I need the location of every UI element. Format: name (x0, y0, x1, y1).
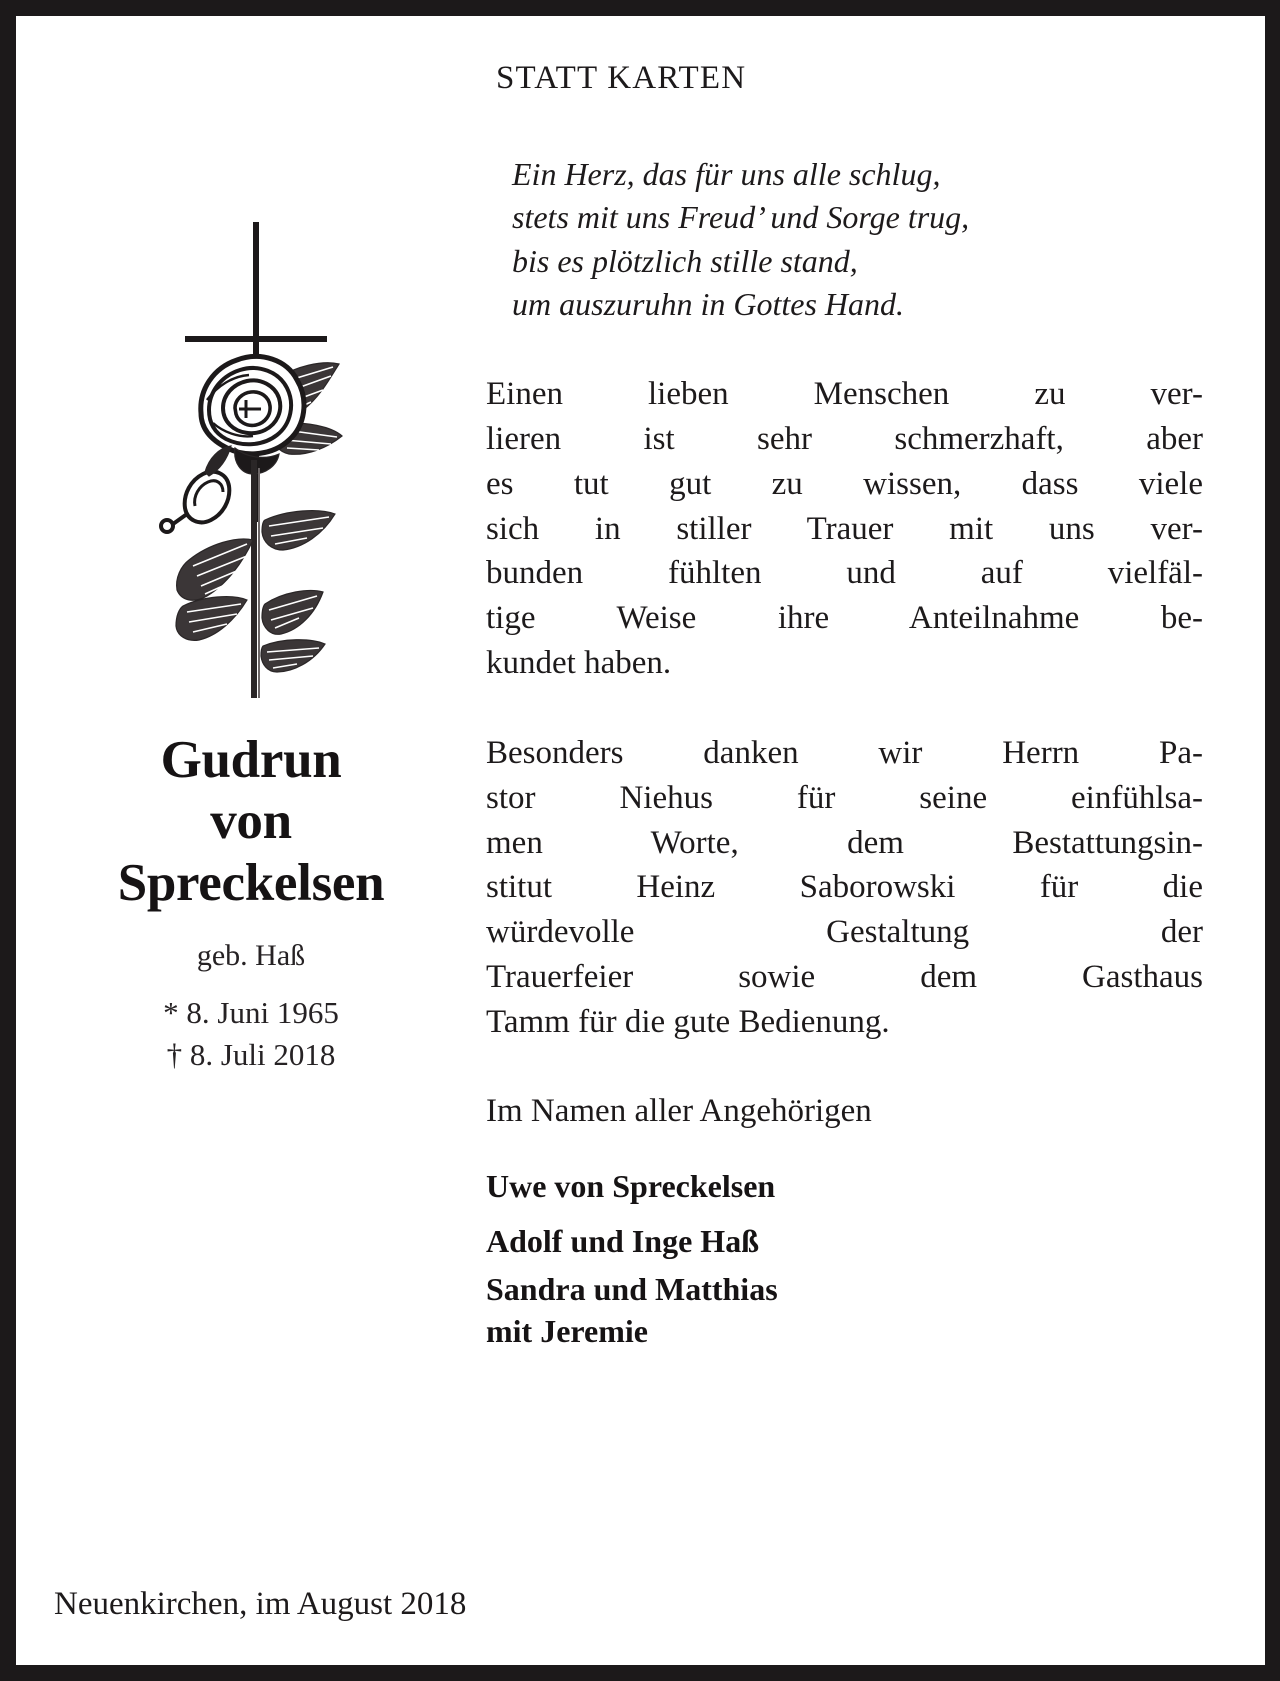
paragraph-line: Besonders danken wir Herrn Pa- (486, 735, 1203, 772)
paragraph-line: sich in stiller Trauer mit uns ver- (486, 510, 1203, 547)
memorial-verse (512, 153, 1203, 326)
signatory: mit Jeremie (486, 1312, 648, 1349)
deceased-nobiliary-particle: von (210, 792, 292, 851)
deceased-full-name (118, 730, 385, 914)
message-column (486, 16, 1265, 1352)
obituary-notice-card (16, 16, 1265, 1665)
paragraph-line: stor Niehus für seine einfühlsa- (486, 780, 1203, 817)
signatory-list (486, 1159, 1203, 1352)
place-and-date: Neuenkirchen, im August 2018 (54, 1586, 467, 1622)
signatory: Sandra und Matthias (486, 1271, 778, 1308)
notice-heading: STATT KARTEN (496, 60, 747, 96)
paragraph-line: würdevolle Gestaltung der (486, 914, 1203, 951)
signatory: Uwe von Spreckelsen (486, 1168, 776, 1205)
thanks-paragraph-two (486, 731, 1203, 1044)
life-dates (163, 992, 339, 1075)
thanks-paragraph-one (486, 372, 1203, 685)
paragraph-line: Einen lieben Menschen zu ver- (486, 376, 1203, 413)
paragraph-line: tige Weise ihre Anteilnahme be- (486, 599, 1203, 636)
notice-body (16, 16, 1265, 1586)
paragraph-line: kundet haben. (486, 644, 672, 681)
deceased-maiden-name: geb. Haß (196, 939, 306, 973)
paragraph-line: lieren ist sehr schmerzhaft, aber (486, 421, 1203, 458)
birth-date: * 8. Juni 1965 (163, 995, 339, 1031)
paragraph-line: Tamm für die gute Bedienung. (486, 1003, 890, 1040)
cross-with-rose-icon (143, 208, 373, 708)
paragraph-line: bunden fühlten und auf vielfäl- (486, 555, 1203, 592)
death-date: † 8. Juli 2018 (166, 1036, 336, 1072)
paragraph-line: stitut Heinz Saborowski für die (486, 869, 1203, 906)
deceased-column (16, 16, 486, 1075)
signatory: Adolf und Inge Haß (486, 1223, 759, 1260)
paragraph-line: Trauerfeier sowie dem Gasthaus (486, 958, 1203, 995)
paragraph-line: men Worte, dem Bestattungsin- (486, 824, 1203, 861)
verse-line: stets mit uns Freud’ und Sorge trug, (512, 199, 970, 236)
verse-line: Ein Herz, das für uns alle schlug, (512, 156, 941, 192)
closing-line: Im Namen aller Angehörigen (486, 1093, 872, 1130)
deceased-family-name: Spreckelsen (117, 853, 385, 912)
verse-line: um auszuruhn in Gottes Hand. (512, 286, 905, 323)
verse-line: bis es plötzlich stille stand, (512, 242, 858, 279)
deceased-given-name: Gudrun (160, 731, 342, 789)
paragraph-line: es tut gut zu wissen, dass viele (486, 465, 1203, 502)
